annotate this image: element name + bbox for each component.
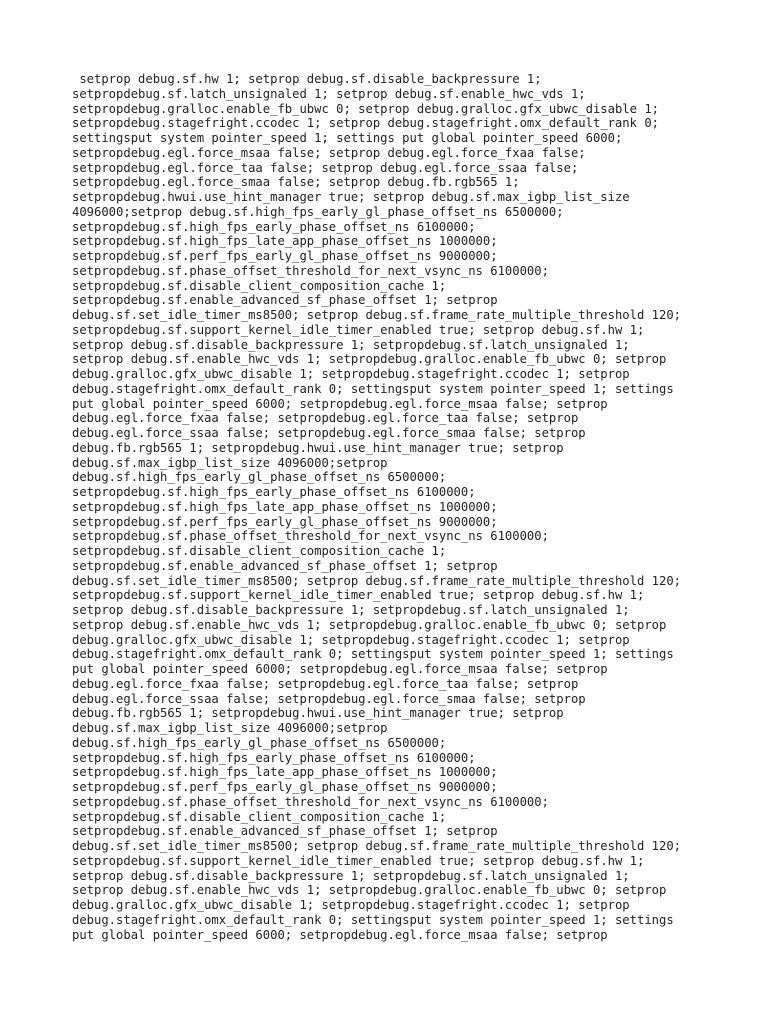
text-line: setpropdebug.sf.disable_client_composition_cache 1; xyxy=(72,809,447,824)
text-line: setpropdebug.sf.support_kernel_idle_timer_enabled true; setprop debug.sf.hw 1; xyxy=(72,853,645,868)
text-line: setpropdebug.sf.high_fps_late_app_phase_offset_ns 1000000; xyxy=(72,234,498,249)
text-line: setpropdebug.sf.high_fps_early_phase_offset_ns 6100000; xyxy=(72,750,476,765)
text-line: setpropdebug.sf.perf_fps_early_gl_phase_offset_ns 9000000; xyxy=(72,249,498,263)
text-line: setprop debug.sf.enable_hwc_vds 1; setpropdebug.gralloc.enable_fb_ubwc 0; setprop xyxy=(72,617,667,632)
text-line: setpropdebug.stagefright.ccodec 1; setprop debug.stagefright.omx_default_rank 0; xyxy=(72,116,659,131)
text-line: debug.sf.max_igbp_list_size 4096000;setprop xyxy=(72,721,388,735)
text-line: setpropdebug.sf.enable_advanced_sf_phase_offset 1; setprop xyxy=(72,824,498,839)
text-line: debug.egl.force_ssaa false; setpropdebug.egl.force_smaa false; setprop xyxy=(72,426,586,440)
text-line: setprop debug.sf.hw 1; setprop debug.sf.disable_backpressure 1; xyxy=(72,72,542,86)
text-line: debug.gralloc.gfx_ubwc_disable 1; setpropdebug.stagefright.ccodec 1; setprop xyxy=(72,898,630,912)
text-line: debug.sf.set_idle_timer_ms8500; setprop debug.sf.frame_rate_multiple_threshold 120; xyxy=(72,308,682,322)
text-line: debug.stagefright.omx_default_rank 0; settingsput system pointer_speed 1; settings xyxy=(72,647,674,662)
text-line: setpropdebug.sf.phase_offset_threshold_for_next_vsync_ns 6100000; xyxy=(72,529,549,544)
text-line: setpropdebug.sf.enable_advanced_sf_phase_offset 1; setprop xyxy=(72,558,498,573)
text-line: setpropdebug.sf.disable_client_composition_cache 1; xyxy=(72,278,447,293)
text-line: debug.gralloc.gfx_ubwc_disable 1; setpropdebug.stagefright.ccodec 1; setprop xyxy=(72,632,630,647)
text-line: setpropdebug.sf.high_fps_early_phase_offset_ns 6100000; xyxy=(72,485,476,499)
text-line: setpropdebug.hwui.use_hint_manager true; setprop debug.sf.max_igbp_list_size xyxy=(72,190,630,204)
text-line: debug.sf.set_idle_timer_ms8500; setprop debug.sf.frame_rate_multiple_threshold 120; xyxy=(72,839,682,853)
text-line: put global pointer_speed 6000; setpropdebug.egl.force_msaa false; setprop xyxy=(72,927,608,942)
text-line: setpropdebug.sf.support_kernel_idle_timer_enabled true; setprop debug.sf.hw 1; xyxy=(72,588,645,603)
text-line: debug.sf.max_igbp_list_size 4096000;setprop xyxy=(72,455,388,470)
text-line: 4096000;setprop debug.sf.high_fps_early_gl_phase_offset_ns 6500000; xyxy=(72,204,564,219)
document-body xyxy=(72,72,732,942)
text-line: debug.egl.force_ssaa false; setpropdebug.egl.force_smaa false; setprop xyxy=(72,691,586,706)
text-line: setpropdebug.sf.perf_fps_early_gl_phase_offset_ns 9000000; xyxy=(72,780,498,794)
text-line: setpropdebug.sf.phase_offset_threshold_for_next_vsync_ns 6100000; xyxy=(72,263,549,278)
text-line: debug.sf.high_fps_early_gl_phase_offset_ns 6500000; xyxy=(72,735,447,750)
text-line: debug.sf.high_fps_early_gl_phase_offset_ns 6500000; xyxy=(72,470,447,485)
text-line: setpropdebug.sf.high_fps_early_phase_offset_ns 6100000; xyxy=(72,219,476,234)
text-line: debug.stagefright.omx_default_rank 0; settingsput system pointer_speed 1; settings xyxy=(72,381,674,396)
text-line: setpropdebug.gralloc.enable_fb_ubwc 0; setprop debug.gralloc.gfx_ubwc_disable 1; xyxy=(72,101,659,116)
text-line: setpropdebug.sf.latch_unsignaled 1; setprop debug.sf.enable_hwc_vds 1; xyxy=(72,86,586,101)
text-line: setpropdebug.sf.high_fps_late_app_phase_offset_ns 1000000; xyxy=(72,765,498,780)
text-line: put global pointer_speed 6000; setpropdebug.egl.force_msaa false; setprop xyxy=(72,662,608,676)
text-line: setpropdebug.sf.disable_client_composition_cache 1; xyxy=(72,544,447,558)
text-line: setprop debug.sf.disable_backpressure 1; setpropdebug.sf.latch_unsignaled 1; xyxy=(72,337,630,352)
text-line: setprop debug.sf.enable_hwc_vds 1; setpropdebug.gralloc.enable_fb_ubwc 0; setprop xyxy=(72,883,667,898)
text-line: debug.gralloc.gfx_ubwc_disable 1; setpropdebug.stagefright.ccodec 1; setprop xyxy=(72,367,630,381)
text-line: setpropdebug.sf.high_fps_late_app_phase_offset_ns 1000000; xyxy=(72,499,498,514)
text-line: setprop debug.sf.disable_backpressure 1; setpropdebug.sf.latch_unsignaled 1; xyxy=(72,868,630,883)
text-line: setpropdebug.egl.force_smaa false; setprop debug.fb.rgb565 1; xyxy=(72,175,520,190)
text-line: put global pointer_speed 6000; setpropdebug.egl.force_msaa false; setprop xyxy=(72,396,608,411)
text-line: setpropdebug.sf.support_kernel_idle_timer_enabled true; setprop debug.sf.hw 1; xyxy=(72,322,645,337)
text-line: setpropdebug.sf.perf_fps_early_gl_phase_offset_ns 9000000; xyxy=(72,514,498,529)
text-line: settingsput system pointer_speed 1; settings put global pointer_speed 6000; xyxy=(72,131,623,145)
text-line: setpropdebug.sf.phase_offset_threshold_for_next_vsync_ns 6100000; xyxy=(72,794,549,809)
text-line: debug.egl.force_fxaa false; setpropdebug.egl.force_taa false; setprop xyxy=(72,411,579,426)
text-line: debug.fb.rgb565 1; setpropdebug.hwui.use_hint_manager true; setprop xyxy=(72,440,564,455)
text-line: debug.sf.set_idle_timer_ms8500; setprop debug.sf.frame_rate_multiple_threshold 120; xyxy=(72,573,682,588)
text-line: setpropdebug.sf.enable_advanced_sf_phase_offset 1; setprop xyxy=(72,293,498,308)
text-line: setprop debug.sf.enable_hwc_vds 1; setpropdebug.gralloc.enable_fb_ubwc 0; setprop xyxy=(72,352,667,367)
text-line: debug.stagefright.omx_default_rank 0; settingsput system pointer_speed 1; settings xyxy=(72,912,674,927)
text-line: setprop debug.sf.disable_backpressure 1; setpropdebug.sf.latch_unsignaled 1; xyxy=(72,603,630,617)
text-line: setpropdebug.egl.force_msaa false; setprop debug.egl.force_fxaa false; xyxy=(72,145,586,160)
text-line: setpropdebug.egl.force_taa false; setprop debug.egl.force_ssaa false; xyxy=(72,160,579,175)
text-line: debug.fb.rgb565 1; setpropdebug.hwui.use_hint_manager true; setprop xyxy=(72,706,564,721)
text-line: debug.egl.force_fxaa false; setpropdebug.egl.force_taa false; setprop xyxy=(72,676,579,691)
